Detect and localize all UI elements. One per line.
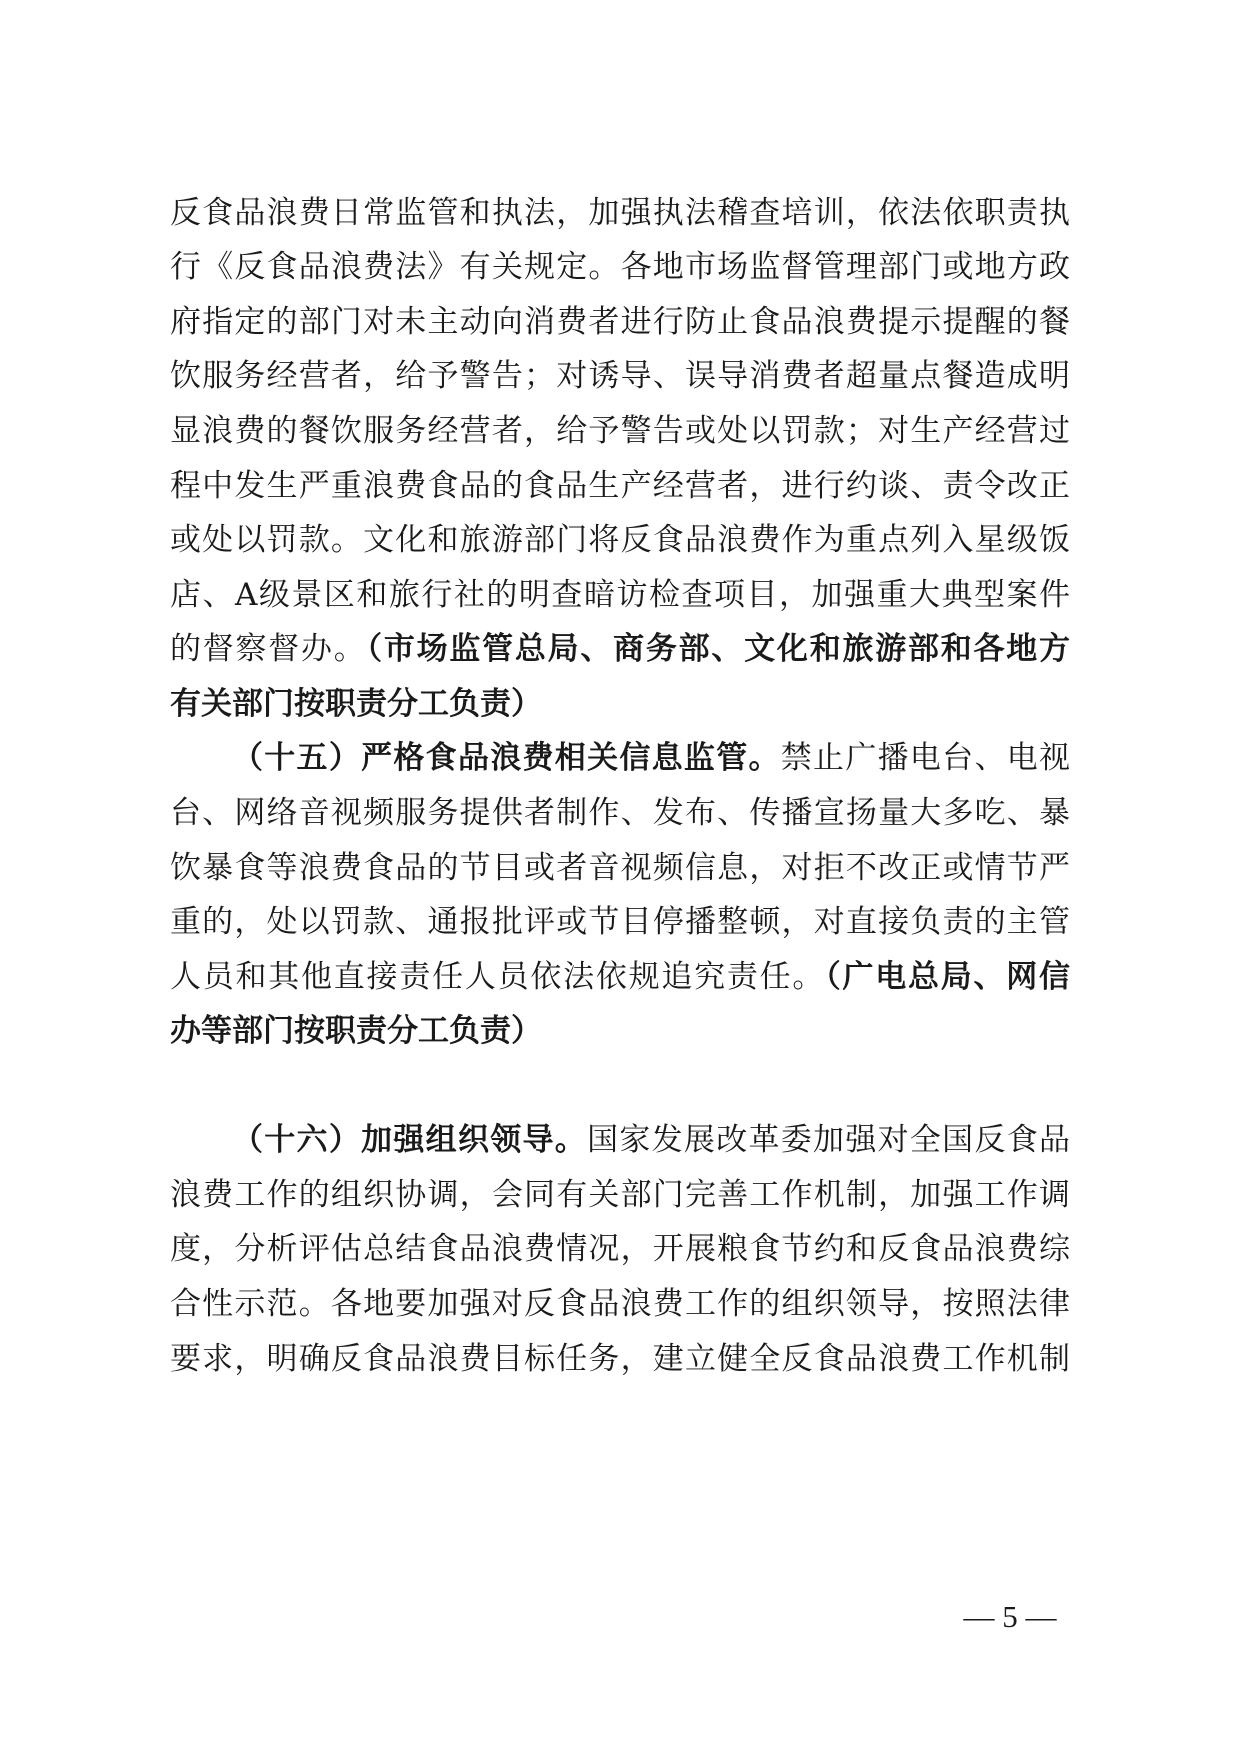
body-line xyxy=(170,624,1070,674)
body-line: 反食品浪费日常监管和执法，加强执法稽查培训，依法依职责执 xyxy=(170,195,1070,231)
responsible-departments-note: 有关部门按职责分工负责） xyxy=(170,686,542,722)
body-line: 重的，处以罚款、通报批评或节目停播整顿，对直接负责的主管 xyxy=(170,904,1070,940)
body-line: 要求，明确反食品浪费目标任务，建立健全反食品浪费工作机制 xyxy=(170,1341,1070,1377)
page-number: — 5 — xyxy=(963,1599,1057,1634)
body-line: 饮服务经营者，给予警告；对诱导、误导消费者超量点餐造成明 xyxy=(170,358,1070,394)
responsible-departments-note: （市场监管总局、商务部、文化和旅游部和各地方 xyxy=(366,631,1071,667)
section-15-first-line xyxy=(232,733,1070,783)
body-line: 饮暴食等浪费食品的节目或者音视频信息，对拒不改正或情节严 xyxy=(170,850,1070,886)
section-16-first-line xyxy=(232,1115,1070,1165)
responsible-departments-note: （广电总局、网信 xyxy=(825,959,1071,995)
body-line: 合性示范。各地要加强对反食品浪费工作的组织领导，按照法律 xyxy=(170,1286,1070,1322)
body-text: 禁止广播电台、电视 xyxy=(780,740,1071,776)
body-line: 或处以罚款。文化和旅游部门将反食品浪费作为重点列入星级饭 xyxy=(170,522,1070,558)
body-line: 度，分析评估总结食品浪费情况，开展粮食节约和反食品浪费综 xyxy=(170,1231,1070,1267)
body-line: 府指定的部门对未主动向消费者进行防止食品浪费提示提醒的餐 xyxy=(170,304,1070,340)
section-16-title: （十六）加强组织领导。 xyxy=(232,1122,588,1158)
body-line: 店、A级景区和旅行社的明查暗访检查项目，加强重大典型案件 xyxy=(170,577,1070,613)
body-line xyxy=(170,952,1070,1002)
body-line: 程中发生严重浪费食品的食品生产经营者，进行约谈、责令改正 xyxy=(170,468,1070,504)
body-line: 浪费工作的组织协调，会同有关部门完善工作机制，加强工作调 xyxy=(170,1177,1070,1213)
body-text: 人员和其他直接责任人员依法依规追究责任。 xyxy=(170,959,826,995)
body-line: 行《反食品浪费法》有关规定。各地市场监督管理部门或地方政 xyxy=(170,249,1070,285)
body-text: 国家发展改革委加强对全国反食品 xyxy=(587,1122,1071,1158)
body-line: 显浪费的餐饮服务经营者，给予警告或处以罚款；对生产经营过 xyxy=(170,413,1070,449)
body-line: 台、网络音视频服务提供者制作、发布、传播宣扬量大多吃、暴 xyxy=(170,795,1070,831)
section-15-title: （十五）严格食品浪费相关信息监管。 xyxy=(232,740,781,776)
body-text: 的督察督办。 xyxy=(170,631,367,667)
responsible-departments-note: 办等部门按职责分工负责） xyxy=(170,1013,542,1049)
